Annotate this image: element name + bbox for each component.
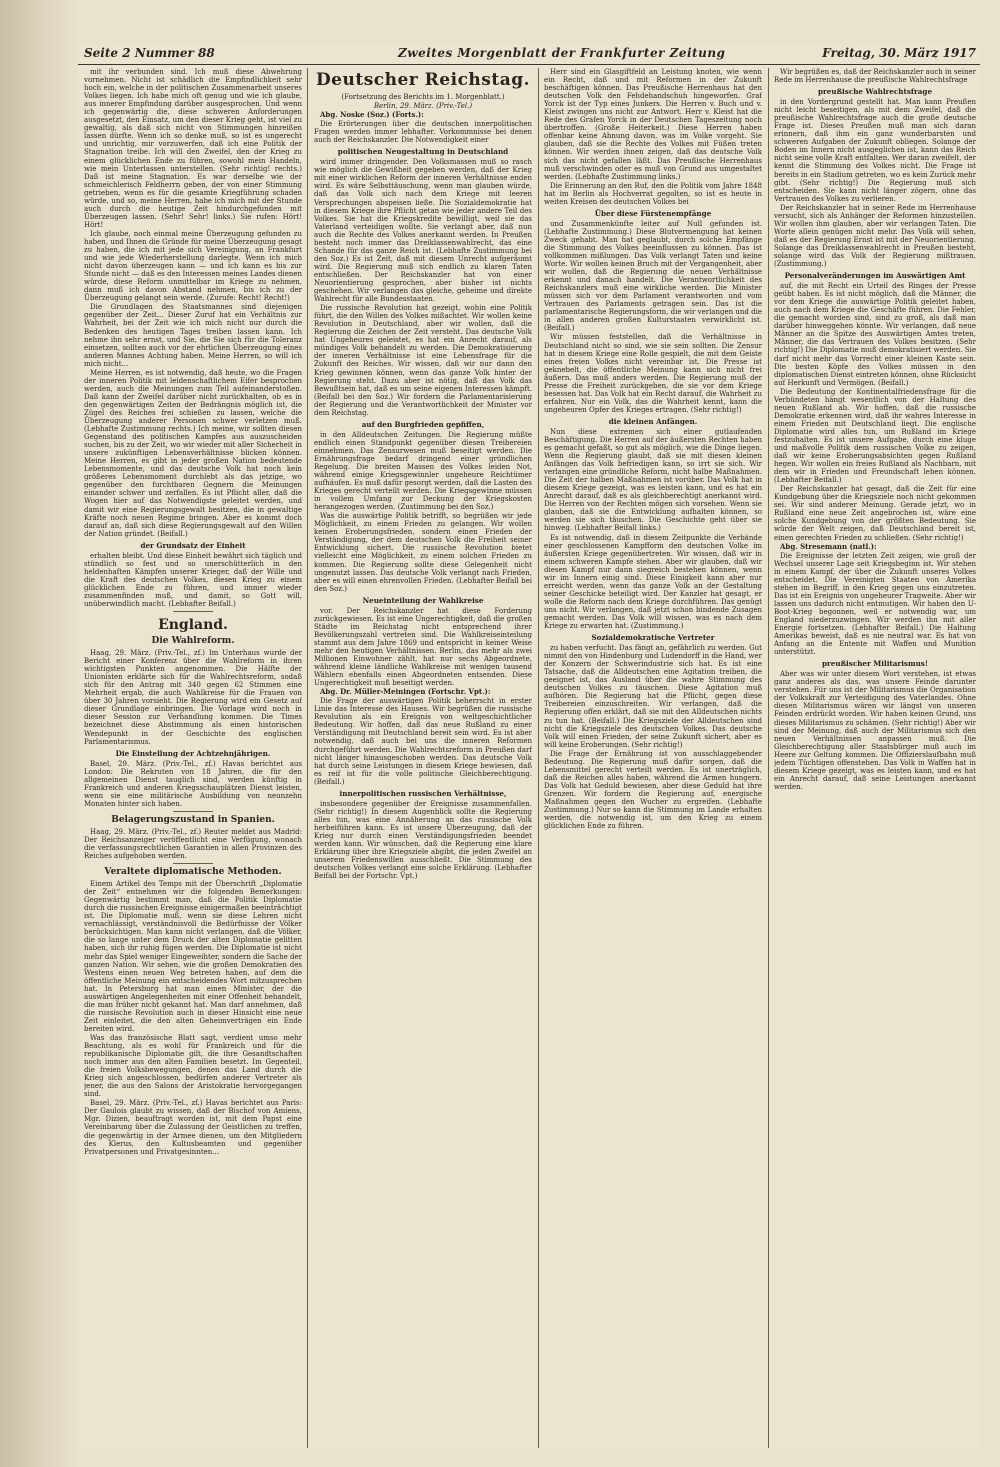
paragraph: mit ihr verbunden sind. Ich muß diese Abwehrung vornehmen. Nicht ist schädlich die Empfindlichkeit sehr hoch ein, welche in der politischen Zusammenarbeit unseres Volkes liegen. Ich habe mich oft genug und wie ich glaube, aus innerer Empfindung darüber ausgesprochen. Und wenn ich gegenwärtig die, diese schweren Anforderungen ausgesetzt, den Einsatz, um den dieser Krieg geht, ist viel zu gewaltig, als daß sich nicht von Stimmungen hinreißen lassen dürfte. Wenn ich so denke muß, so ist es ungerecht und unrichtig, mir vorzuwerfen, daß ich eine Politik der Stagnation treibe. Ich will den Zweifel, den der Krieg zu einem glücklichen Ende zu führen, sowohl mein Handeln, wie mein Unterlassen unterstellen. (Sehr richtig! rechts.) Daß ist meine Stagnation. Es war derselbe wie der schmeichlerisch Feldherrn geben, der von einer Stimmung getrieben, wenn es für die gesamte Kriegführung schaden würde, und so, meine Herren, habe ich mich mit der Stunde auch durch die heutige Zeit hindurchgefunden mit Überzeugen lassen. (Sehr! Sehr! links.) Sie rufen: Hört! Hört! [84, 68, 302, 229]
paragraph: Basel, 29. März. (Priv.-Tel., zf.) Havas berichtet aus Paris: Der Gaulois glaubt zu wissen, daß der Bischof von Amiens, Mgr. Dizien, beauftragt worden ist, mit dem Papst eine Vereinbarung über die Zulassung der Geistlichen zu treffen, die gegenwärtig in der Armee dienen, um den Mitgliedern des Klerus, den Kultusbeamten und gegenüber Privatpersonen und Privatgesinnten... [84, 1099, 302, 1156]
newspaper-title: Zweites Morgenblatt der Frankfurter Zeitung [398, 46, 726, 60]
subheading: Über diese Fürstenempfänge [594, 208, 712, 218]
paragraph: Es ist notwendig, daß in diesem Zeitpunkte die Verbände einer geschlossenen Kampfform den deutschen Volke im äußersten Kriege gegenübertreten. Wir wissen, daß wir in einem schweren Kampfe stehen. Aber wir glauben, daß wir diesen Kampf nur dann siegreich bestehen können, wenn wir im Innern einig sind. Diese Einigkeit kann aber nur erreicht werden, wenn das ganze Volk an der Gestaltung seiner Geschicke beteiligt wird. Der Kanzler hat gesagt, er wolle die Reform nach dem Kriege durchführen. Das genügt uns nicht. Wir verlangen, daß jetzt schon bindende Zusagen gemacht werden. Das Volk will wissen, was es nach dem Kriege zu erwarten hat. (Zustimmung.) [544, 533, 762, 631]
newspaper-page [78, 44, 980, 1454]
divider [173, 611, 213, 612]
dateline: Berlin, 29. März. (Priv.-Tel.) [373, 102, 473, 111]
paragraph: Wir müssen feststellen, daß die Verhältnisse in Deutschland nicht so sind, wie sie sein sollten. Die Zensur hat in diesem Kriege eine Rolle gespielt, die mit dem Geiste eines freien Volkes nicht vereinbar ist. Die Presse ist geknebelt, die öffentliche Meinung kann sich nicht frei äußern. Das muß anders werden. Die Regierung muß der Presse die Freiheit zurückgeben, die sie vor dem Kriege besessen hat. Das Volk hat ein Recht darauf, die Wahrheit zu erfahren. Nur ein Volk, das die Wahrheit kennt, kann die ungeheuren Opfer des Krieges ertragen. (Sehr richtig!) [544, 333, 762, 414]
paragraph: Basel, 29. März. (Priv.-Tel., zf.) Havas berichtet aus London: Die Rekruten von 18 Jahren, die für den allgemeinen Dienst tauglich sind, werden künftig in Frankreich und anderen Kriegsschauplätzen Dienst leisten, wenn sie eine militärische Ausbildung von neunzehn Monaten hinter sich haben. [84, 759, 302, 808]
speaker-name: Abg. Dr. Müller-Meiningen (Fortschr. Vpt.): [320, 687, 491, 697]
paragraph: insbesondere gegenüber der Ereignisse zusammenfallen. (Sehr richtig!) In diesem Augenblick sollte die Regierung alles tun, was eine Annäherung an das russische Volk herbeiführen kann. Es ist unsere Überzeugung, daß der Krieg nur durch einen Verständigungsfrieden beendet werden kann. Wir wünschen, daß die Regierung eine klare Erklärung über ihre Kriegsziele abgibt, die jeden Zweifel an unserem Friedenswillen ausschließt. Die Stimmung des deutschen Volkes verlangt eine solche Erklärung. (Lebhafter Beifall bei der Fortschr. Vpt.) [314, 799, 532, 881]
column-2 [314, 68, 532, 1450]
article-heading: Die Einstellung der Achtzehnjährigen. [115, 748, 271, 758]
paragraph: erhalten bleibt. Und diese Einheit bewährt sich täglich und stündlich so fest und so unerschütterlich in den heldenhaften Kämpfen unserer Krieger, daß der Wille und die Kraft des deutschen Volkes, diesen Krieg zu einem glücklichen Ende zu führen, und immer wieder zusammenfinden muß, und damit, so Gott will, unüberwindlich macht. (Lebhafter Beifall.) [84, 551, 302, 608]
subheading: Neueinteilung der Wahlkreise [362, 595, 484, 605]
masthead [78, 44, 980, 65]
paragraph: Die russische Revolution hat gezeigt, wohin eine Politik führt, die den Willen des Volkes mißachtet. Wir wollen keine Revolution in Deutschland, aber wir wollen, daß die Regierung die Zeichen der Zeit versteht. Das deutsche Volk hat Ungeheures geleistet, es hat ein Anrecht darauf, als mündiges Volk behandelt zu werden. Die Demokratisierung der inneren Verhältnisse ist eine Lebensfrage für die Zukunft des Reiches. Wir wissen, daß wir nur dann den Krieg gewinnen können, wenn das ganze Volk hinter der Regierung steht. Dazu aber ist nötig, daß das Volk das Bewußtsein hat, daß es um seine eigenen Interessen kämpft. (Beifall bei den Soz.) Wir fordern die Parlamentarisierung der Regierung und die Verantwortlichkeit der Minister vor dem Reichstag. [314, 304, 532, 417]
paragraph: zu haben verfucht. Das fängt an, gefährlich zu werden. Gut nimmt den von Hindenburg und Ludendorff in die Hand, wer der Konzern der Schwerindustrie sich hat. Es ist eine Tatsache, daß die Alldeutschen eine Agitation treiben, die geeignet ist, das Ausland über die wahre Stimmung des deutschen Volkes zu täuschen. Diese Agitation muß aufhören. Die Regierung hat die Pflicht, gegen diese Treibereien einzuschreiten. Wir verlangen, daß die Regierung offen erklärt, daß sie mit den Alldeutschen nichts zu tun hat. (Beifall.) Die Kriegsziele der Alldeutschen sind nicht die Kriegsziele des deutschen Volkes. Das deutsche Volk will einen Frieden, der seine Zukunft sichert, aber es will keine Eroberungen. (Sehr richtig!) [544, 644, 762, 749]
paragraph: Einem Artikel des Temps mit der Überschrift „Diplomatie der Zeit“ entnehmen wir die folgenden Bemerkungen: Gegenwärtig bestimmt man, daß die Politik Diplomatie durch die russischen Ereignisse einigermaßen beeinträchtigt ist. Die Diplomatie muß, wenn sie diese Lehren nicht vernachlässigt, verständnisvoll die Bedürfnisse der Völker berücksichtigen. Man kann nicht verlangen, daß die Völker, die so lange unter dem Druck der alten Diplomatie gelitten haben, sich ihr ruhig fügen werden. Die Diplomatie ist nicht mehr das Spiel weniger Eingeweihter, sondern die Sache der ganzen Nation. Wir sehen, wie die großen Demokratien des Westens einen neuen Weg betreten haben, auf dem die öffentliche Meinung ein entscheidendes Wort mitzusprechen hat. In Petersburg hat man einen Minister, der die auswärtigen Angelegenheiten mit einer Offenheit behandelt, die man früher nicht gekannt hat. Man darf annehmen, daß die russische Revolution auch in dieser Hinsicht eine neue Zeit einleitet, die den alten Geheimverträgen ein Ende bereiten wird. [84, 880, 302, 1033]
paragraph: wird immer dringender. Den Volksmassen muß so rasch wie möglich die Gewißheit gegeben werden, daß der Krieg mit einer wirklichen Reform der inneren Verhältnisse enden wird. Es wäre Selbsttäuschung, wenn man glauben würde, daß das Volk sich nach dem Kriege mit leeren Versprechungen abspeisen ließe. Die Sozialdemokratie hat in diesem Kriege ihre Pflicht getan wie jeder andere Teil des Volkes. Sie hat die Kriegskredite bewilligt, weil sie das Vaterland verteidigen wollte. Sie verlangt aber, daß nun auch die Rechte des Volkes anerkannt werden. In Preußen besteht noch immer das Dreiklassenwahlrecht, das eine Schande für das ganze Reich ist. (Lebhafte Zustimmung bei den Soz.) Es ist Zeit, daß mit diesem Unrecht aufgeräumt wird. Die Regierung muß sich endlich zu klaren Taten entschließen. Der Reichskanzler hat von einer Neuorientierung gesprochen, aber bisher ist nichts geschehen. Wir verlangen das gleiche, geheime und direkte Wahlrecht für alle Bundesstaaten. [314, 158, 532, 304]
paragraph: Wir begrüßen es, daß der Reichskanzler auch in seiner Rede im Herrenhause die preußische Wahlrechtsfrage [774, 68, 976, 85]
issue-date: Freitag, 30. März 1917 [822, 46, 976, 60]
paragraph: in den Vordergrund gestellt hat. Man kann Preußen nicht leicht beseitigen, als mit dem Zweifel, daß die preußische Wahlrechtsfrage auch die große deutsche Frage ist. Dieses Preußen muß man sich daran erinnern, daß ihm ein ganz wunderbarsten und schweren Aufgaben der Zukunft obliegen. Solange der Boden im Innern nicht ausgeglichen ist, kann das Reich nicht seine volle Kraft entfalten. Wer daran zweifelt, der kennt die Stimmung des Volkes nicht. Die Frage ist bereits in ein Stadium getreten, wo es kein Zurück mehr gibt. (Sehr richtig!) Die Regierung muß sich entscheiden. Sie kann nicht länger zögern, ohne das Vertrauen des Volkes zu verlieren. [774, 98, 976, 203]
paragraph: Meine Herren, es ist notwendig, daß heute, wo die Fragen der inneren Politik mit leidenschaftlichem Eifer besprochen werden, auch die Meinungen zum Teil aufeinanderstoßen. Daß kann der Zweifel darüber nicht zurückhalten, ob es in den gegenwärtigen Zeiten der Bedrängnis möglich ist, die Zügel des Reiches frei schießen zu lassen, welche die Überzeugung anderer Personen schwer verletzen muß. (Lebhafte Zustimmung rechts.) Ich meine, wir sollten diesen Gegenstand des politischen Kampfes aus auszuscheiden suchen, bis zu der Zeit, wo wir wieder mit aller Sicherheit in unsere zukünftigen Lebensverhältnisse blicken können. Meine Herren, es gibt in jeder großen Nation bedeutende Lebensmomente, und das deutsche Volk hat noch kein größeres Lebensmoment durchlebt als das jetzige, wo gegenüber den furchtbaren Gegnern die Meinungen einander schwer und zerfallen. Es ist Pflicht aller, daß die Wogen hier auf das Notwendigste geleitet werden, und damit wir eine Regierungsgewalt besitzen, die in gewaltige Kräfte noch neuen Regime bringen. Aber es kommt doch darauf an, daß sich diese Regierungsgewalt auf den Willen der Nation gründet. (Beifall.) [84, 368, 302, 538]
speaker-name: Abg. Stresemann (natl.): [780, 541, 877, 551]
subheading: politischen Neugestaltung in Deutschland [337, 147, 509, 157]
paragraph: Der Reichskanzler hat gesagt, daß die Zeit für eine Kundgebung über die Kriegsziele noch nicht gekommen sei. Wir sind anderer Meinung. Gerade jetzt, wo in Rußland eine neue Zeit angebrochen ist, wäre eine solche Kundgebung von der größten Bedeutung. Sie würde der Welt zeigen, daß Deutschland bereit ist, einen gerechten Frieden zu schließen. (Sehr richtig!) [774, 485, 976, 542]
paragraph: Die Grundlagen des Staatsmannes sind diejenigen gegenüber der Zeit... Dieser Zuruf hat ein Verhältnis zur Wahrheit, bei der Zeit wie ich mich nicht nur durch die Bedenken des heutigen Tages treiben lassen kann. Ich nehme ihn sehr ernst, und Sie, die Sie sich für die Toleranz einsetzen, sollten auch vor der ehrlichen Überzeugung eines anderen Mannes Achtung haben. Meine Herren, so will ich mich nicht... [84, 303, 302, 368]
page-binding-margin [0, 0, 78, 1467]
article-heading: Veraltete diplomatische Methoden. [104, 867, 282, 878]
paragraph: Die Frage der Ernährung ist von ausschlaggebender Bedeutung. Die Regierung muß dafür sorgen, daß die Lebensmittel gerecht verteilt werden. Es ist unerträglich, daß die Reichen alles haben, während die Armen hungern. Das Volk hat Geduld bewiesen, aber diese Geduld hat ihre Grenzen. Wir fordern die Regierung auf, energische Maßnahmen gegen den Wucher zu ergreifen. (Lebhafte Zustimmung.) Nur so kann die Stimmung im Lande erhalten werden, die notwendig ist, um den Krieg zu einem glücklichen Ende zu führen. [544, 749, 762, 831]
column-rule [538, 68, 539, 1448]
column-4 [774, 68, 976, 1450]
paragraph: Aber was wir unter diesem Wort verstehen, ist etwas ganz anderes als das, was unsere Feinde darunter verstehen. Für uns ist der Militarismus die Organisation der Volkskraft zur Verteidigung des Vaterlandes. Ohne diesen Militarismus wären wir längst von unseren Feinden erdrückt worden. Wir haben keinen Grund, uns dieses Militarismus zu schämen. (Sehr richtig!) Aber wir sind der Meinung, daß auch der Militarismus sich den neuen Verhältnissen anpassen muß. Die Gleichberechtigung aller Staatsbürger muß auch im Heere zur Geltung kommen. Die Offizierslaufbahn muß jedem Tüchtigen offenstehen. Das Volk in Waffen hat in diesem Kriege gezeigt, was es leisten kann, und es hat ein Anrecht darauf, daß seine Leistungen anerkannt werden. [774, 670, 976, 791]
section-heading-england: England. [158, 617, 228, 634]
paragraph: Haag, 29. März. (Priv.-Tel., zf.) Im Unterhaus wurde der Bericht einer Konferenz über die Wahlreform in ihren wichtigsten Punkten angenommen. Die Hälfte der Unionisten erklärte sich für die Wahlrechtsreform, sodaß sich für den Antrag mit 340 gegen 62 Stimmen eine Mehrheit ergab, die auch Wahlkreise für die Frauen von über 30 Jahren vorsieht. Die Regierung wird ein Gesetz auf dieser Grundlage einbringen. Die Vorlage wird noch in dieser Session zur Verhandlung kommen. Die Times bezeichnet diese Abstimmung als einen historischen Wendepunkt in der Geschichte des englischen Parlamentarismus. [84, 649, 302, 746]
paragraph: Herr sind ein Glasgiftfeld an Leistung knoten, wie wenn ein Recht, daß und mit Reformen in der Zukunft beschäftigen können. Das Preußische Herrenhaus hat den deutschen Volk den Fehdehandschuh hingeworfen. Graf Yorck ist der Typ eines Junkers. Die Herren v. Buch und v. Kleist zwingen uns nicht zur Antwort. Herr v. Kleist hat die Rede des Grafen Yorck in der Deutschen Tageszeitung noch übertroffen. (Große Heiterkeit.) Diese Herren haben offenbar keine Ahnung davon, was im Volke vorgeht. Sie glauben, daß sie die Rechte des Volkes mit Füßen treten können. Wir werden ihnen zeigen, daß das deutsche Volk sich das nicht gefallen läßt. Das Preußische Herrenhaus muß verschwinden oder es muß von Grund aus umgestaltet werden. (Lebhafte Zustimmung links.) [544, 68, 762, 181]
subheading: auf den Burgfrieden gepfiffen, [361, 419, 485, 429]
paragraph: Die Frage der auswärtigen Politik beherrscht in erster Linie das Interesse des Hauses. Wir begrüßen die russische Revolution als ein Ereignis von weltgeschichtlicher Bedeutung. Wir hoffen, daß das neue Rußland zu einer Verständigung mit Deutschland bereit sein wird. Es ist aber notwendig, daß auch bei uns die inneren Reformen durchgeführt werden. Die Wahlrechtsreform in Preußen darf nicht länger hinausgeschoben werden. Das deutsche Volk hat durch seine Leistungen in diesem Kriege bewiesen, daß es reif ist für die volle politische Gleichberechtigung. (Beifall.) [314, 697, 532, 786]
paragraph: in den Alldeutschen Zeitungen. Die Regierung müßte endlich einen Standpunkt gegenüber diesen Treibereien einnehmen. Das Zensurwesen muß beseitigt werden. Die Ernährungsfrage bedarf dringend einer gründlichen Regelung. Die breiten Massen des Volkes leiden Not, während einige Kriegsgewinnler ungeheure Reichtümer aufhäufen. Es muß dafür gesorgt werden, daß die Lasten des Krieges gerecht verteilt werden. Die Kriegsgewinne müssen in vollem Umfang zur Deckung der Kriegskosten herangezogen werden. (Zustimmung bei den Soz.) [314, 430, 532, 512]
subheading: preußische Wahlrechtsfrage [817, 87, 933, 97]
paragraph: auf, die mit Recht ein Urteil des Ringes der Presse geübt haben. Es ist nicht möglich, daß die Männer, die vor dem Kriege die auswärtige Politik geleitet haben, auch nach dem Kriege die Geschäfte führen. Die Fehler, die gemacht worden sind, sind zu groß, als daß man darüber hinweggehen könnte. Wir verlangen, daß neue Männer an die Spitze des Auswärtigen Amtes treten, Männer, die das Vertrauen des Volkes besitzen. (Sehr richtig!) Die Diplomatie muß demokratisiert werden. Sie darf nicht mehr das Vorrecht einer kleinen Kaste sein. Die besten Köpfe des Volkes müssen in den diplomatischen Dienst eintreten können, ohne Rücksicht auf Herkunft und Vermögen. (Beifall.) [774, 282, 976, 387]
subheading: die kleinen Anfängen. [608, 416, 698, 426]
column-rule [768, 68, 769, 1448]
paragraph: Die Erinnerung an den Ruf, den die Politik vom Jahre 1848 hat im Berlin als Hochverrat gegolten, so ist es heute in weiten Kreisen des deutschen Volkes bei [544, 181, 762, 206]
subheading: der Grundsatz der Einheit [140, 540, 246, 550]
column-rule [307, 68, 308, 1448]
divider [173, 863, 213, 864]
paragraph: und Zusammenkünfte leiter auf Null gefunden ist. (Lebhafte Zustimmung.) Diese Blutvermengung hat keinen Zweck gehabt. Man hat geglaubt, durch solche Empfänge die Stimmung des Volkes beeinflussen zu können. Das ist vollkommen mißlungen. Das Volk verlangt Taten und keine Worte. Wir wollen keinen Bruch mit der Vergangenheit, aber wir wollen, daß die Regierung die neuen Verhältnisse erkennt und danach handelt. Die Verantwortlichkeit des Reichskanzlers muß eine wirkliche werden. Die Minister müssen sich vor dem Parlament verantworten und vom Vertrauen des Parlaments getragen sein. Das ist die parlamentarische Regierungsform, die wir verlangen und die in allen anderen großen Kulturstaaten verwirklicht ist. (Beifall.) [544, 219, 762, 333]
continuation-note: (Fortsetzung des Berichts im 1. Morgenblatt.) [341, 93, 505, 101]
paragraph: Die Erörterungen über die deutschen innerpolitischen Fragen werden immer lebhafter. Vorkommnisse bei denen auch der Reichskanzler. Die Notwendigkeit einer [314, 120, 532, 145]
page-number: Seite 2 Nummer 88 [84, 46, 215, 60]
paragraph: Haag, 29. März. (Priv.-Tel., zf.) Reuter meldet aus Madrid: Der Reichsanzeiger veröffentlicht eine Verfügung, wonach die verfassungsrechtlichen Garantien in allen Provinzen des Reiches aufgehoben werden. [84, 827, 302, 861]
subheading: preußischer Militarismus! [821, 659, 929, 669]
paragraph: vor. Der Reichskanzler hat diese Forderung zurückgewiesen. Es ist eine Ungerechtigkeit, daß die großen Städte im Reichstag nicht entsprechend ihrer Bevölkerungszahl vertreten sind. Die Wahlkreiseinteilung stammt aus dem Jahre 1869 und entspricht in keiner Weise mehr den heutigen Verhältnissen. Berlin, das mehr als zwei Millionen Einwohner zählt, hat nur sechs Abgeordnete, während kleine ländliche Wahlkreise mit wenigen tausend Wählern ebenfalls einen Abgeordneten entsenden. Diese Ungerechtigkeit muß beseitigt werden. [314, 606, 532, 688]
divider [173, 811, 213, 812]
article-title-reichstag: Deutscher Reichstag. [315, 70, 531, 90]
article-heading: Belagerungszustand in Spanien. [111, 814, 275, 825]
paragraph: Die Bedeutung der Kontinentalfriedensfrage für die Verbündeten hängt wesentlich von der Haltung des neuen Rußland ab. Wir hoffen, daß die russische Demokratie erkennen wird, daß ihr wahres Interesse in einem Frieden mit Deutschland liegt. Die englische Diplomatie wird alles tun, um Rußland im Kriege festzuhalten. Es ist unsere Aufgabe, durch eine kluge und maßvolle Politik dem russischen Volke zu zeigen, daß wir keine Eroberungsabsichten gegen Rußland hegen. Wir wollen ein freies Rußland als Nachbarn, mit dem wir in Frieden und Freundschaft leben können. (Lebhafter Beifall.) [774, 387, 976, 485]
subheading: innerpolitischen russischen Verhältnisse, [339, 788, 507, 798]
column-3 [544, 68, 762, 1450]
paragraph: Ich glaube, noch einmal meine Überzeugung gefunden zu haben, und Ihnen die Gründe für meine Überzeugung gesagt zu haben, die ich mit jede sich Vereinigung, an Frankfurt und wie jede Wiederherstellung darlegte. Wenn ich mich nicht davon überzeugen kann — und ich kann es bis zur Stunde nicht — daß es den Interessen meines Landes dienen würde, diese Reform unmittelbar im Kriege zu nehmen, dann muß ich davon Abstand nehmen, bis ich zu der Überzeugung gelangt sein werde. (Zurufe: Recht! Recht!) [84, 229, 302, 303]
speaker-name: Abg. Noske (Soz.) (Forts.): [320, 110, 424, 120]
article-heading: Die Wahlreform. [151, 636, 235, 647]
subheading: Sozialdemokratische Vertreter [591, 633, 715, 643]
paragraph: Was die auswärtige Politik betrifft, so begrüßen wir jede Möglichkeit, zu einem Frieden zu gelangen. Wir wollen keinen Eroberungsfrieden, sondern einen Frieden der Verständigung, der dem deutschen Volk die Freiheit seiner Entwicklung sichert. Die russische Revolution bietet vielleicht eine Möglichkeit, zu einem solchen Frieden zu kommen. Die Regierung sollte diese Gelegenheit nicht ungenutzt lassen. Das deutsche Volk verlangt nach Frieden, aber es will einen ehrenvollen Frieden. (Lebhafter Beifall bei den Soz.) [314, 512, 532, 593]
paragraph: Was das französische Blatt sagt, verdient umso mehr Beachtung, als es wohl für Frankreich und für die republikanische Diplomatie gilt, die ihre Gesandtschaften noch immer aus den alten Familien besetzt. Im Gegenteil, die freien Volksbewegungen, denen das Land durch die Krieg sich angeschlossen, bedürfen anderer Vertreter als jener, die aus den Salons der Aristokratie hervorgegangen sind. [84, 1033, 302, 1099]
subheading: Personalveränderungen im Auswärtigen Amt [784, 271, 966, 281]
paragraph: Die Ereignisse der letzten Zeit zeigen, wie groß der Wechsel unserer Lage seit Kriegsbeginn ist. Wir stehen in einem Kampf, der über die Zukunft unseres Volkes entscheidet. Die Vereinigten Staaten von Amerika stehen im Begriff, in den Krieg gegen uns einzutreten. Das ist ein Ereignis von ungeheurer Tragweite. Aber wir lassen uns dadurch nicht entmutigen. Wir haben den U-Boot-Krieg begonnen, weil er notwendig war, um England niederzuzwingen. Wir werden ihn mit aller Energie fortsetzen. (Lebhafter Beifall.) Die Haltung Amerikas beweist, daß es nie neutral war. Es hat von Anfang an die Entente mit Waffen und Munition unterstützt. [774, 551, 976, 657]
paragraph: Nun diese extremen sich einer gutlaufenden Beschäftigung. Die Herren auf der äußersten Rechten haben es gemacht gefaßt, so gut als möglich, wie die Dinge liegen. Wenn die Regierung glaubt, daß sie mit diesen kleinen Anfängen das Volk befriedigen kann, so irrt sie sich. Wir verlangen eine gründliche Reform, nicht halbe Maßnahmen. Die Zeit der halben Maßnahmen ist vorüber. Das Volk hat in diesem Kriege gezeigt, was es leisten kann, und es hat ein Anrecht darauf, daß es als gleichberechtigt anerkannt wird. Die Herren von der Rechten mögen sich vorsehen. Wenn sie glauben, daß sie die Entwicklung aufhalten können, so werden sie sich täuschen. Die Geschichte geht über sie hinweg. (Lebhafter Beifall links.) [544, 427, 762, 533]
paragraph: Der Reichskanzler hat in seiner Rede im Herrenhause versucht, sich als Anhänger der Reformen hinzustellen. Wir wollen ihm glauben, aber wir verlangen Taten. Die Worte allein genügen nicht mehr. Das Volk will sehen, daß es der Regierung Ernst ist mit der Neuorientierung. Solange das Dreiklassenwahlrecht in Preußen besteht, solange wird das Volk der Regierung mißtrauen. (Zustimmung.) [774, 203, 976, 269]
column-1 [84, 68, 302, 1450]
